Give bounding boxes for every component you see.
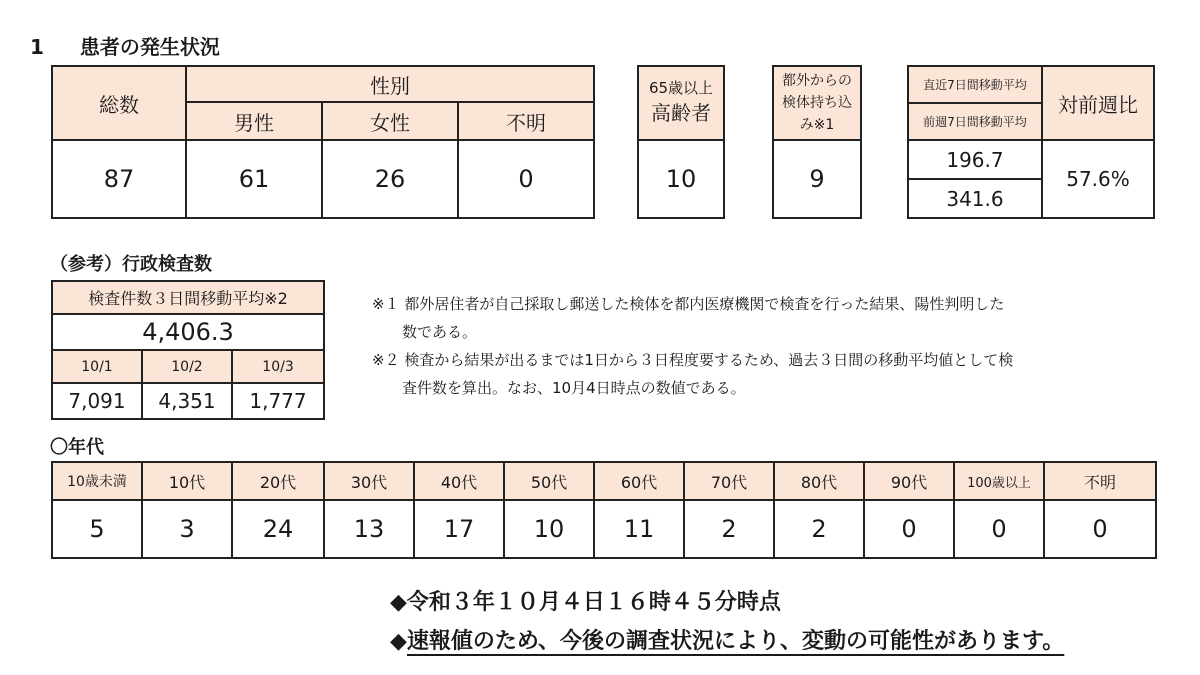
age-value: 13 xyxy=(324,500,414,558)
age-header: 40代 xyxy=(414,462,504,500)
section-number: 1 xyxy=(30,35,44,59)
patient-total-table xyxy=(51,65,595,219)
age-value: 24 xyxy=(232,500,324,558)
date-header: 10/3 xyxy=(232,350,324,383)
outside-value: 9 xyxy=(773,140,861,218)
male-header: 男性 xyxy=(186,102,322,140)
age-value: 2 xyxy=(774,500,864,558)
prev-avg-header: 前週7日間移動平均 xyxy=(908,103,1042,140)
age-value: 0 xyxy=(954,500,1044,558)
unknown-header: 不明 xyxy=(458,102,594,140)
date-value: 1,777 xyxy=(232,383,324,419)
age-header: 不明 xyxy=(1044,462,1156,500)
age-header: 20代 xyxy=(232,462,324,500)
timestamp-note: ◆令和３年１０月４日１６時４５分時点 xyxy=(390,590,781,615)
note1-line2: 数である。 xyxy=(402,323,478,341)
male-value: 61 xyxy=(186,140,322,218)
age-value: 3 xyxy=(142,500,232,558)
outside-label-line3: み※1 xyxy=(799,117,835,133)
unknown-value: 0 xyxy=(458,140,594,218)
section-title: 患者の発生状況 xyxy=(79,35,220,59)
date-header: 10/1 xyxy=(52,350,142,383)
prev-avg-value: 341.6 xyxy=(908,179,1042,218)
ratio-header: 対前週比 xyxy=(1042,66,1154,140)
outside-label-line1: 都外からの xyxy=(782,73,852,89)
total-header: 総数 xyxy=(52,66,186,140)
total-value: 87 xyxy=(52,140,186,218)
gender-header: 性別 xyxy=(186,66,594,102)
age-value: 17 xyxy=(414,500,504,558)
reference-title: （参考）行政検査数 xyxy=(50,254,212,275)
recent-avg-header: 直近7日間移動平均 xyxy=(908,66,1042,103)
outside-header xyxy=(773,66,861,140)
note2-line2: 査件数を算出。なお、10月4日時点の数値である。 xyxy=(402,379,746,397)
age-value: 11 xyxy=(594,500,684,558)
test-count-header: 検査件数３日間移動平均※2 xyxy=(52,281,324,314)
age-value: 5 xyxy=(52,500,142,558)
note2-line1: ※２ 検査から結果が出るまでは1日から３日程度要するため、過去３日間の移動平均値として検 xyxy=(372,351,1014,369)
elderly-value: 10 xyxy=(638,140,724,218)
age-header: 10代 xyxy=(142,462,232,500)
age-header: 100歳以上 xyxy=(954,462,1044,500)
footnotes xyxy=(372,290,1013,402)
age-header: 50代 xyxy=(504,462,594,500)
elderly-label-line2: 高齢者 xyxy=(651,101,711,125)
age-value: 2 xyxy=(684,500,774,558)
age-header: 30代 xyxy=(324,462,414,500)
female-header: 女性 xyxy=(322,102,458,140)
test-count-table xyxy=(51,280,325,420)
elderly-header xyxy=(638,66,724,140)
outside-specimen-table xyxy=(772,65,862,219)
notice-bullet: ◆ xyxy=(390,629,407,654)
recent-avg-value: 196.7 xyxy=(908,140,1042,179)
age-value: 10 xyxy=(504,500,594,558)
age-title: 〇年代 xyxy=(50,437,104,458)
age-header: 80代 xyxy=(774,462,864,500)
age-header: 60代 xyxy=(594,462,684,500)
date-header: 10/2 xyxy=(142,350,232,383)
female-value: 26 xyxy=(322,140,458,218)
age-value: 0 xyxy=(1044,500,1156,558)
preliminary-notice xyxy=(390,624,1064,655)
elderly-table xyxy=(637,65,725,219)
date-value: 7,091 xyxy=(52,383,142,419)
note1-line1: ※１ 都外居住者が自己採取し郵送した検体を都内医療機関で検査を行った結果、陽性判明した xyxy=(372,295,1005,313)
date-value: 4,351 xyxy=(142,383,232,419)
age-value: 0 xyxy=(864,500,954,558)
notice-text: 速報値のため、今後の調査状況により、変動の可能性があります。 xyxy=(406,629,1065,654)
section-heading xyxy=(30,31,220,60)
age-header: 70代 xyxy=(684,462,774,500)
moving-average-table xyxy=(907,65,1155,219)
outside-label-line2: 検体持ち込 xyxy=(782,95,852,111)
age-table xyxy=(51,461,1157,559)
ratio-value: 57.6% xyxy=(1042,140,1154,218)
elderly-label-line1: 65歳以上 xyxy=(648,79,714,97)
test-count-avg-value: 4,406.3 xyxy=(52,314,324,350)
age-header: 10歳未満 xyxy=(52,462,142,500)
age-header: 90代 xyxy=(864,462,954,500)
